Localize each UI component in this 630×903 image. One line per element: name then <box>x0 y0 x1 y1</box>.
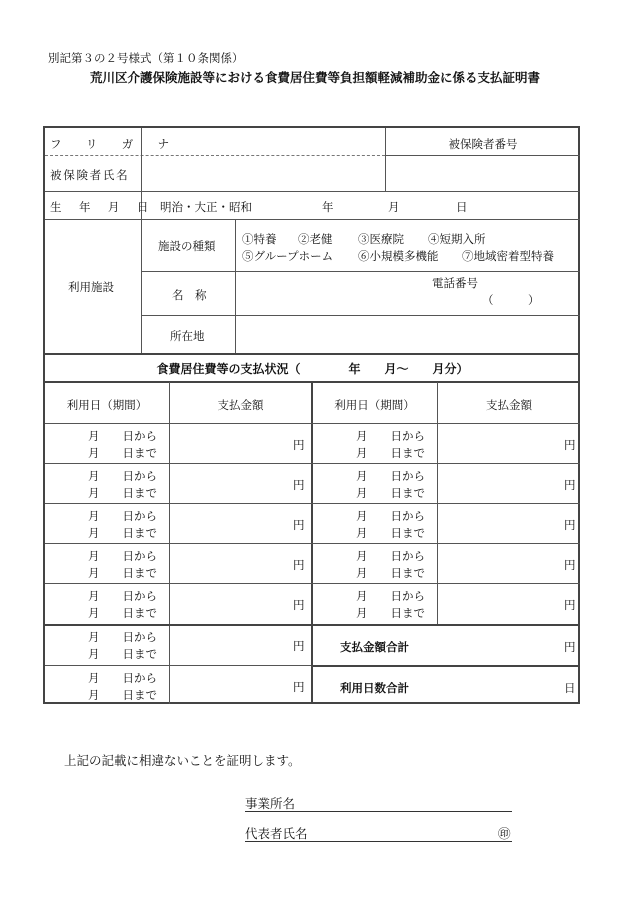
birth-day-unit: 日 <box>456 200 468 214</box>
facility-label: 利用施設 <box>68 280 114 294</box>
facility-type-option: ④短期入所 <box>428 232 486 246</box>
address-label: 所在地 <box>170 329 205 343</box>
payment-status-title: 食費居住費等の支払状況（ 年 月～ 月分） <box>156 362 469 376</box>
yen-unit: 円 <box>564 558 576 572</box>
total-amount-unit: 円 <box>564 640 576 654</box>
form-reference: 別記第３の２号様式（第１０条関係） <box>48 51 244 65</box>
facility-type-label: 施設の種類 <box>158 239 216 253</box>
office-name-line <box>245 811 512 812</box>
birth-month-unit: 月 <box>388 200 400 214</box>
facility-type-option: ①特養 <box>242 232 277 246</box>
period-from: 月 日から <box>88 469 157 483</box>
period-to: 月 日まで <box>88 446 157 460</box>
yen-unit: 円 <box>293 639 305 653</box>
birth-date-label: 生 年 月 日 <box>50 200 156 214</box>
insured-number-label: 被保険者番号 <box>448 137 518 151</box>
yen-unit: 円 <box>564 438 576 452</box>
certification-statement: 上記の記載に相違ないことを証明します。 <box>64 753 301 768</box>
facility-type-option: ⑥小規模多機能 <box>358 249 439 263</box>
period-to: 月 日まで <box>88 486 157 500</box>
furigana-label: フ リ ガ ナ <box>50 137 180 151</box>
total-amount-label: 支払金額合計 <box>340 640 409 654</box>
period-from: 月 日から <box>88 509 157 523</box>
yen-unit: 円 <box>293 438 305 452</box>
yen-unit: 円 <box>564 518 576 532</box>
period-to: 月 日まで <box>88 688 157 702</box>
representative-name-line <box>245 841 512 842</box>
facility-type-option: ⑤グループホーム <box>242 249 334 263</box>
yen-unit: 円 <box>293 518 305 532</box>
yen-unit: 円 <box>293 558 305 572</box>
total-days-unit: 日 <box>564 681 576 695</box>
period-from: 月 日から <box>356 469 425 483</box>
period-to: 月 日まで <box>356 446 425 460</box>
yen-unit: 円 <box>564 478 576 492</box>
period-to: 月 日まで <box>356 566 425 580</box>
facility-type-option: ②老健 <box>298 232 333 246</box>
period-from: 月 日から <box>356 549 425 563</box>
period-from: 月 日から <box>88 549 157 563</box>
period-to: 月 日まで <box>88 606 157 620</box>
period-from: 月 日から <box>88 589 157 603</box>
insured-name-label: 被保険者氏名 <box>50 168 130 182</box>
period-from: 月 日から <box>356 589 425 603</box>
period-header-left: 利用日（期間） <box>66 398 148 412</box>
era-options: 明治・大正・昭和 <box>160 200 252 214</box>
phone-area-code: （ ） <box>482 293 540 307</box>
period-header-right: 利用日（期間） <box>334 398 415 412</box>
period-to: 月 日まで <box>356 526 425 540</box>
period-from: 月 日から <box>356 509 425 523</box>
amount-header-right: 支払金額 <box>486 398 532 412</box>
yen-unit: 円 <box>293 478 305 492</box>
period-to: 月 日まで <box>356 606 425 620</box>
period-to: 月 日まで <box>88 566 157 580</box>
representative-name-label: 代表者氏名 <box>245 826 308 841</box>
period-to: 月 日まで <box>88 647 157 661</box>
phone-label: 電話番号 <box>432 276 478 290</box>
yen-unit: 円 <box>293 598 305 612</box>
yen-unit: 円 <box>564 598 576 612</box>
period-from: 月 日から <box>88 630 157 644</box>
period-from: 月 日から <box>356 429 425 443</box>
yen-unit: 円 <box>293 680 305 694</box>
total-days-label: 利用日数合計 <box>340 681 409 695</box>
birth-year-unit: 年 <box>322 200 334 214</box>
period-from: 月 日から <box>88 429 157 443</box>
office-name-label: 事業所名 <box>245 796 296 811</box>
document-title: 荒川区介護保険施設等における食費居住費等負担額軽減補助金に係る支払証明書 <box>89 70 540 85</box>
facility-type-option: ③医療院 <box>358 232 404 246</box>
period-to: 月 日まで <box>88 526 157 540</box>
period-from: 月 日から <box>88 671 157 685</box>
amount-header-left: 支払金額 <box>217 398 264 412</box>
period-to: 月 日まで <box>356 486 425 500</box>
furigana-divider <box>45 155 385 156</box>
facility-name-label: 名 称 <box>172 288 207 302</box>
seal-icon: ㊞ <box>498 826 511 841</box>
facility-type-option: ⑦地域密着型特養 <box>462 249 554 263</box>
